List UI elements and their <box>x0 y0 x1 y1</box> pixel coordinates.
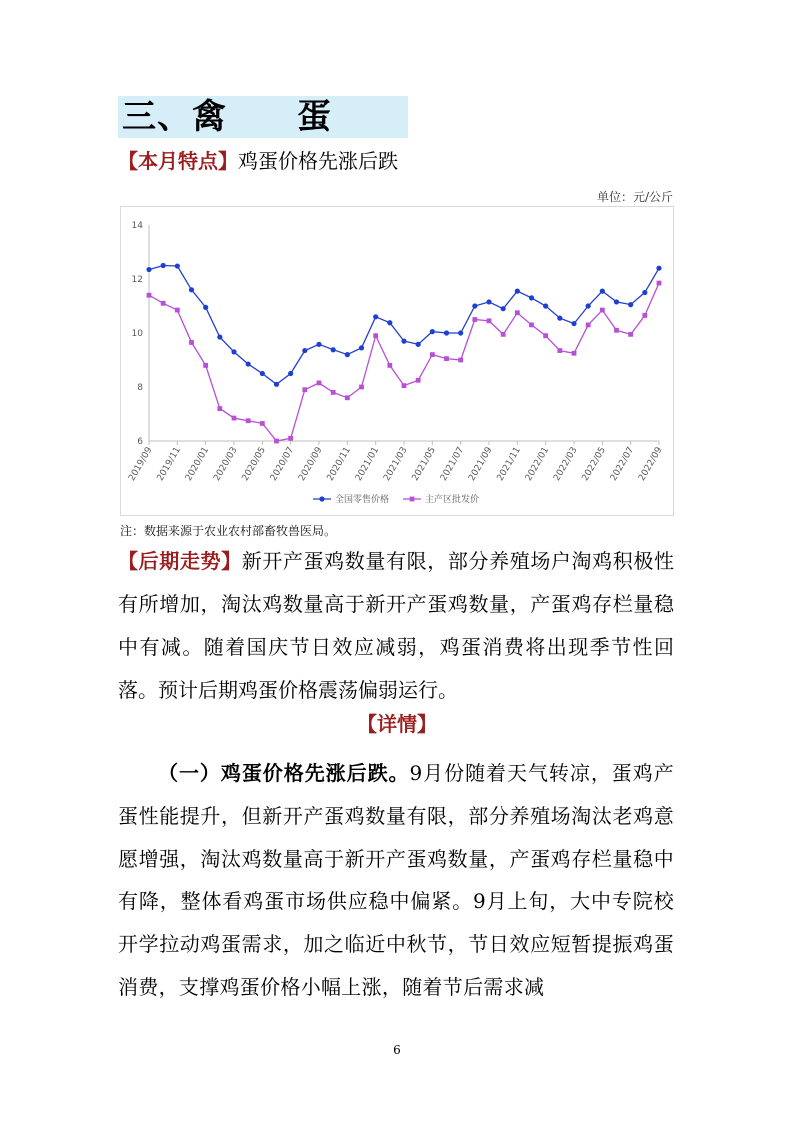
x-tick-label: 2021/11 <box>495 445 523 483</box>
y-tick-label: 6 <box>137 437 143 447</box>
series-1-point <box>529 295 534 300</box>
y-tick-label: 12 <box>131 275 143 285</box>
detail-heading: （一）鸡蛋价格先涨后跌。 <box>158 761 410 785</box>
series-2-point <box>501 332 506 337</box>
source-note: 注：数据来源于农业农村部畜牧兽医局。 <box>120 524 337 538</box>
series-1-point <box>416 342 421 347</box>
outlook-text: 新开产蛋鸡数量有限，部分养殖场户淘鸡积极性有所增加，淘汰鸡数量高于新开产蛋鸡数量，产蛋鸡存栏量稳中有减。随着国庆节日效应减弱，鸡蛋消费将出现季节性回落。预计后期鸡蛋价格震荡偏弱运行。 <box>118 549 675 702</box>
series-1-point <box>515 289 520 294</box>
series-2-point <box>274 439 279 444</box>
series-1-point <box>288 371 293 376</box>
series-1-point <box>359 345 364 350</box>
series-2-point <box>217 406 222 411</box>
x-tick-label: 2021/01 <box>353 445 382 483</box>
feature-tag: 【本月特点】 <box>118 149 238 173</box>
series-1-point <box>444 330 449 335</box>
series-2-point <box>402 383 407 388</box>
detail-paragraph-1 <box>118 752 674 1009</box>
series-1-point <box>472 303 477 308</box>
section-title: 三、禽 蛋 <box>118 96 408 138</box>
series-1-point <box>600 289 605 294</box>
series-1-point <box>614 299 619 304</box>
x-tick-label: 2020/05 <box>240 445 268 483</box>
x-tick-label: 2019/09 <box>127 445 155 483</box>
series-2-point <box>317 381 322 386</box>
series-1-point <box>175 263 180 268</box>
series-1-point <box>302 348 307 353</box>
x-tick-label: 2022/05 <box>580 445 608 483</box>
series-1-point <box>401 339 406 344</box>
series-2-point <box>232 416 237 421</box>
series-2-point <box>288 436 293 441</box>
outlook-tag: 【后期走势】 <box>118 549 242 573</box>
series-1-point <box>331 347 336 352</box>
series-2-point <box>189 340 194 345</box>
x-tick-label: 2019/11 <box>155 445 183 483</box>
series-2-point <box>515 310 520 315</box>
series-1-point <box>557 316 562 321</box>
feature-text: 鸡蛋价格先涨后跌 <box>238 149 398 173</box>
x-tick-label: 2022/01 <box>523 445 552 483</box>
series-2-point <box>175 308 180 313</box>
unit-label: 单位：元/公斤 <box>596 190 673 204</box>
x-tick-label: 2020/09 <box>297 445 325 483</box>
series-2-point <box>529 323 534 328</box>
series-1-point <box>656 266 661 271</box>
series-2-point <box>416 378 421 383</box>
legend-label-2: 主产区批发价 <box>425 495 480 505</box>
page-number: 6 <box>393 1043 401 1057</box>
x-tick-label: 2020/03 <box>212 445 240 483</box>
series-2-point <box>302 387 307 392</box>
x-tick-label: 2020/01 <box>183 445 212 483</box>
series-1-point <box>217 334 222 339</box>
x-tick-label: 2021/03 <box>382 445 410 483</box>
series-1-point <box>543 303 548 308</box>
series-2-point <box>614 328 619 333</box>
x-tick-label: 2022/09 <box>637 445 665 483</box>
series-2-point <box>628 332 633 337</box>
series-2-point <box>373 333 378 338</box>
series-2-point <box>203 363 208 368</box>
legend-marker-2 <box>410 497 415 502</box>
series-2-point <box>387 363 392 368</box>
series-2-point <box>543 333 548 338</box>
series-1-point <box>501 306 506 311</box>
series-2-point <box>260 421 265 426</box>
series-1-point <box>387 320 392 325</box>
series-2-point <box>444 356 449 361</box>
series-1-point <box>146 267 151 272</box>
series-1-point <box>571 321 576 326</box>
y-tick-label: 10 <box>131 329 143 339</box>
series-2-point <box>600 308 605 313</box>
series-2-point <box>359 385 364 390</box>
x-tick-label: 2022/07 <box>608 445 637 483</box>
series-1-point <box>274 382 279 387</box>
x-tick-label: 2021/07 <box>438 445 467 483</box>
series-1-point <box>161 263 166 268</box>
series-2-point <box>557 348 562 353</box>
series-1-point <box>231 349 236 354</box>
series-line-2 <box>149 283 659 441</box>
x-tick-label: 2020/11 <box>325 445 353 483</box>
series-1-point <box>486 299 491 304</box>
series-2-point <box>657 281 662 286</box>
series-2-point <box>642 313 647 318</box>
series-2-point <box>586 323 591 328</box>
series-line-1 <box>149 266 659 385</box>
series-1-point <box>246 361 251 366</box>
series-1-point <box>458 330 463 335</box>
series-1-point <box>586 303 591 308</box>
x-tick-label: 2020/07 <box>268 445 297 483</box>
series-2-point <box>345 395 350 400</box>
legend-label-1: 全国零售价格 <box>335 495 390 505</box>
series-1-point <box>628 302 633 307</box>
outlook-paragraph <box>118 540 674 712</box>
series-2-point <box>161 301 166 306</box>
monthly-feature <box>118 148 398 174</box>
series-2-point <box>147 293 152 298</box>
detail-text: 9月份随着天气转凉，蛋鸡产蛋性能提升，但新开产蛋鸡数量有限，部分养殖场淘汰老鸡意愿增强，淘汰鸡数量高于新开产蛋鸡数量，产蛋鸡存栏量稳中有降，整体看鸡蛋市场供应稳中偏紧。9月上旬，大中专院校开学拉动鸡蛋需求，加之临近中秋节，节日效应短暂提振鸡蛋消费，支撑鸡蛋价格小幅上涨，随着节后需求减 <box>118 761 674 999</box>
series-1-point <box>316 342 321 347</box>
y-tick-label: 14 <box>131 221 143 231</box>
series-1-point <box>260 371 265 376</box>
legend-marker-1 <box>319 496 324 501</box>
series-2-point <box>246 418 251 423</box>
x-tick-label: 2021/09 <box>467 445 495 483</box>
series-1-point <box>345 352 350 357</box>
series-1-point <box>203 305 208 310</box>
x-tick-label: 2021/05 <box>410 445 438 483</box>
series-2-point <box>572 351 577 356</box>
series-1-point <box>373 314 378 319</box>
series-2-point <box>472 317 477 322</box>
series-1-point <box>642 290 647 295</box>
series-2-point <box>487 318 492 323</box>
series-2-point <box>458 358 463 363</box>
series-2-point <box>331 390 336 395</box>
egg-price-chart <box>120 206 674 516</box>
y-tick-label: 8 <box>137 383 143 393</box>
series-1-point <box>189 287 194 292</box>
x-tick-label: 2022/03 <box>552 445 580 483</box>
series-2-point <box>430 352 435 357</box>
details-heading: 【详情】 <box>357 712 437 736</box>
chart-svg <box>121 207 673 515</box>
series-1-point <box>430 329 435 334</box>
